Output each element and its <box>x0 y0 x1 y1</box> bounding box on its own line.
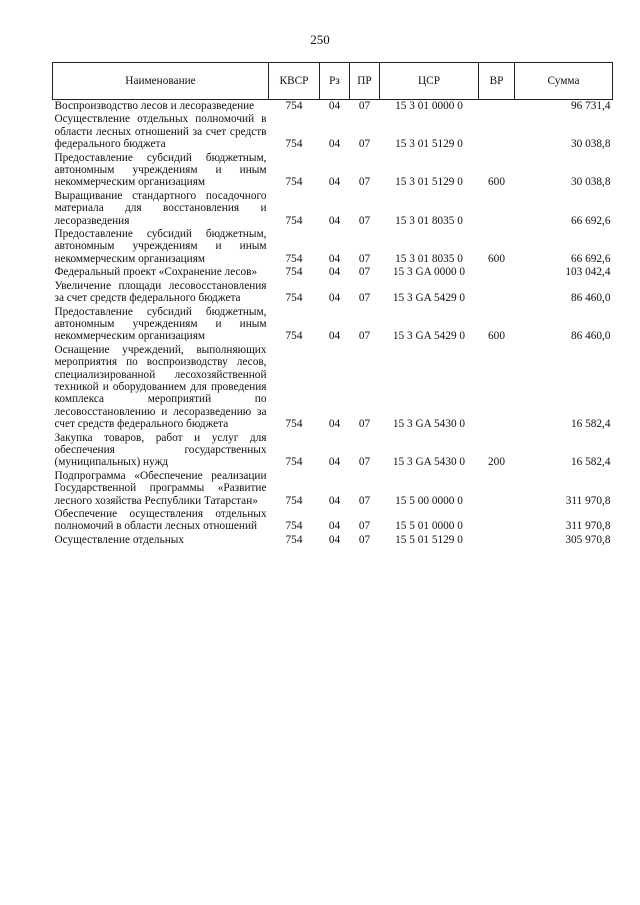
row-name: Осуществление отдельных полномочий в области лесных отношений за счет средств федерального бюджета <box>54 113 267 151</box>
row-pr: 07 <box>358 456 371 469</box>
row-csr: 15 3 01 8035 0 <box>395 252 463 265</box>
row-csr: 15 5 00 0000 0 <box>395 494 463 507</box>
row-vr: 600 <box>488 330 505 343</box>
row-name: Осуществление отдельных <box>54 533 185 546</box>
row-csr: 15 3 01 5129 0 <box>395 176 463 189</box>
row-rz: 04 <box>328 138 341 151</box>
table-row <box>53 534 613 547</box>
row-csr: 15 3 01 0000 0 <box>395 100 463 112</box>
row-rz: 04 <box>328 456 341 469</box>
row-name: Оснащение учреждений, выполняющих мероприятия по воспроизводству лесов, специализированной лесохозяйственной техникой и оборудованием для проведения комплекса мероприятий по лесовосстановлению и лесоразведению за счет средств федерального бюджета <box>54 343 267 431</box>
row-csr: 15 3 01 5129 0 <box>395 138 463 151</box>
page-number: 250 <box>310 32 330 47</box>
row-sum: 16 582,4 <box>570 456 611 469</box>
row-name: Подпрограмма «Обеспечение реализации Государственной программы «Развитие лесного хозяйства Республики Татарстан» <box>54 469 267 507</box>
header-pr: ПР <box>350 63 380 100</box>
row-sum: 86 460,0 <box>570 292 611 305</box>
row-name: Предоставление субсидий бюджетным, автономным учреждениям и иным некоммерческим организациям <box>54 305 267 343</box>
row-name: Воспроизводство лесов и лесоразведение <box>54 100 255 112</box>
row-vr <box>479 266 515 279</box>
header-kvsr: КВСР <box>269 63 320 100</box>
table-row <box>53 100 613 114</box>
row-kvsr: 754 <box>285 100 303 112</box>
row-kvsr: 754 <box>285 418 303 431</box>
row-csr: 15 3 GA 5429 0 <box>392 292 466 305</box>
table-row <box>53 344 613 432</box>
row-rz: 04 <box>328 418 341 431</box>
row-pr: 07 <box>358 252 371 265</box>
row-vr: 200 <box>488 456 505 469</box>
budget-table <box>52 62 613 547</box>
header-rz: Рз <box>320 63 350 100</box>
row-sum: 30 038,8 <box>570 138 611 151</box>
row-name: Предоставление субсидий бюджетным, автономным учреждениям и иным некоммерческим организациям <box>54 151 267 189</box>
row-vr <box>479 113 515 151</box>
table-row <box>53 280 613 306</box>
row-csr: 15 3 GA 5429 0 <box>392 330 466 343</box>
row-rz: 04 <box>328 176 341 189</box>
row-kvsr: 754 <box>285 176 303 189</box>
row-rz: 04 <box>328 494 341 507</box>
row-sum: 86 460,0 <box>570 330 611 343</box>
row-name: Обеспечение осуществления отдельных полномочий в области лесных отношений <box>54 508 267 533</box>
row-name: Закупка товаров, работ и услуг для обеспечения государственных (муниципальных) нужд <box>54 431 267 469</box>
row-pr: 07 <box>358 138 371 151</box>
row-kvsr: 754 <box>285 520 303 533</box>
row-pr: 07 <box>358 292 371 305</box>
table-row <box>53 228 613 266</box>
row-sum: 103 042,4 <box>565 266 611 279</box>
row-csr: 15 3 GA 5430 0 <box>392 456 466 469</box>
table-row <box>53 470 613 508</box>
table-row <box>53 190 613 228</box>
row-kvsr: 754 <box>285 330 303 343</box>
row-pr: 07 <box>358 520 371 533</box>
row-pr: 07 <box>358 418 371 431</box>
row-vr <box>479 344 515 432</box>
row-pr: 07 <box>358 494 371 507</box>
row-sum: 311 970,8 <box>565 494 611 507</box>
row-name: Федеральный проект «Сохранение лесов» <box>54 266 258 279</box>
header-csr: ЦСР <box>380 63 479 100</box>
row-rz: 04 <box>328 330 341 343</box>
row-name: Увеличение площади лесовосстановления за счет средств федерального бюджета <box>54 279 267 305</box>
row-csr: 15 3 GA 0000 0 <box>392 266 466 279</box>
row-kvsr: 754 <box>285 138 303 151</box>
row-csr: 15 3 GA 5430 0 <box>392 418 466 431</box>
row-rz: 04 <box>328 292 341 305</box>
row-kvsr: 754 <box>285 533 303 546</box>
row-name: Выращивание стандартного посадочного материала для восстановления и лесоразведения <box>54 189 267 227</box>
row-sum: 16 582,4 <box>570 418 611 431</box>
row-kvsr: 754 <box>285 456 303 469</box>
row-csr: 15 5 01 5129 0 <box>395 533 463 546</box>
table-row <box>53 306 613 344</box>
table-row <box>53 432 613 470</box>
row-rz: 04 <box>328 520 341 533</box>
row-csr: 15 5 01 0000 0 <box>395 520 463 533</box>
row-name: Предоставление субсидий бюджетным, автономным учреждениям и иным некоммерческим организациям <box>54 228 267 265</box>
row-csr: 15 3 01 8035 0 <box>395 214 463 227</box>
row-vr: 600 <box>488 176 505 189</box>
table-row <box>53 266 613 279</box>
row-kvsr: 754 <box>285 252 303 265</box>
row-kvsr: 754 <box>285 494 303 507</box>
row-sum: 30 038,8 <box>570 176 611 189</box>
table-row <box>53 152 613 190</box>
row-pr: 07 <box>358 214 371 227</box>
table-row <box>53 508 613 534</box>
row-pr: 07 <box>358 176 371 189</box>
row-kvsr: 754 <box>285 266 303 279</box>
row-pr: 07 <box>358 100 371 112</box>
row-vr <box>479 280 515 306</box>
row-sum: 96 731,4 <box>570 100 611 112</box>
row-rz: 04 <box>328 214 341 227</box>
row-rz: 04 <box>328 252 341 265</box>
row-kvsr: 754 <box>285 292 303 305</box>
row-pr: 07 <box>358 330 371 343</box>
header-vr: ВР <box>479 63 515 100</box>
row-vr <box>479 508 515 534</box>
row-rz: 04 <box>328 100 341 112</box>
table-row <box>53 113 613 151</box>
header-name: Наименование <box>53 63 269 100</box>
row-sum: 66 692,6 <box>570 252 611 265</box>
row-vr <box>479 534 515 547</box>
row-sum: 311 970,8 <box>565 520 611 533</box>
row-vr <box>479 190 515 228</box>
row-sum: 66 692,6 <box>570 214 611 227</box>
row-rz: 04 <box>328 266 341 279</box>
header-sum: Сумма <box>515 63 613 100</box>
row-pr: 07 <box>358 533 371 546</box>
table-header-row <box>53 63 613 100</box>
row-pr: 07 <box>358 266 371 279</box>
row-kvsr: 754 <box>285 214 303 227</box>
row-vr <box>479 100 515 114</box>
row-rz: 04 <box>328 533 341 546</box>
row-vr <box>479 470 515 508</box>
row-vr: 600 <box>488 252 505 265</box>
row-sum: 305 970,8 <box>565 533 611 546</box>
